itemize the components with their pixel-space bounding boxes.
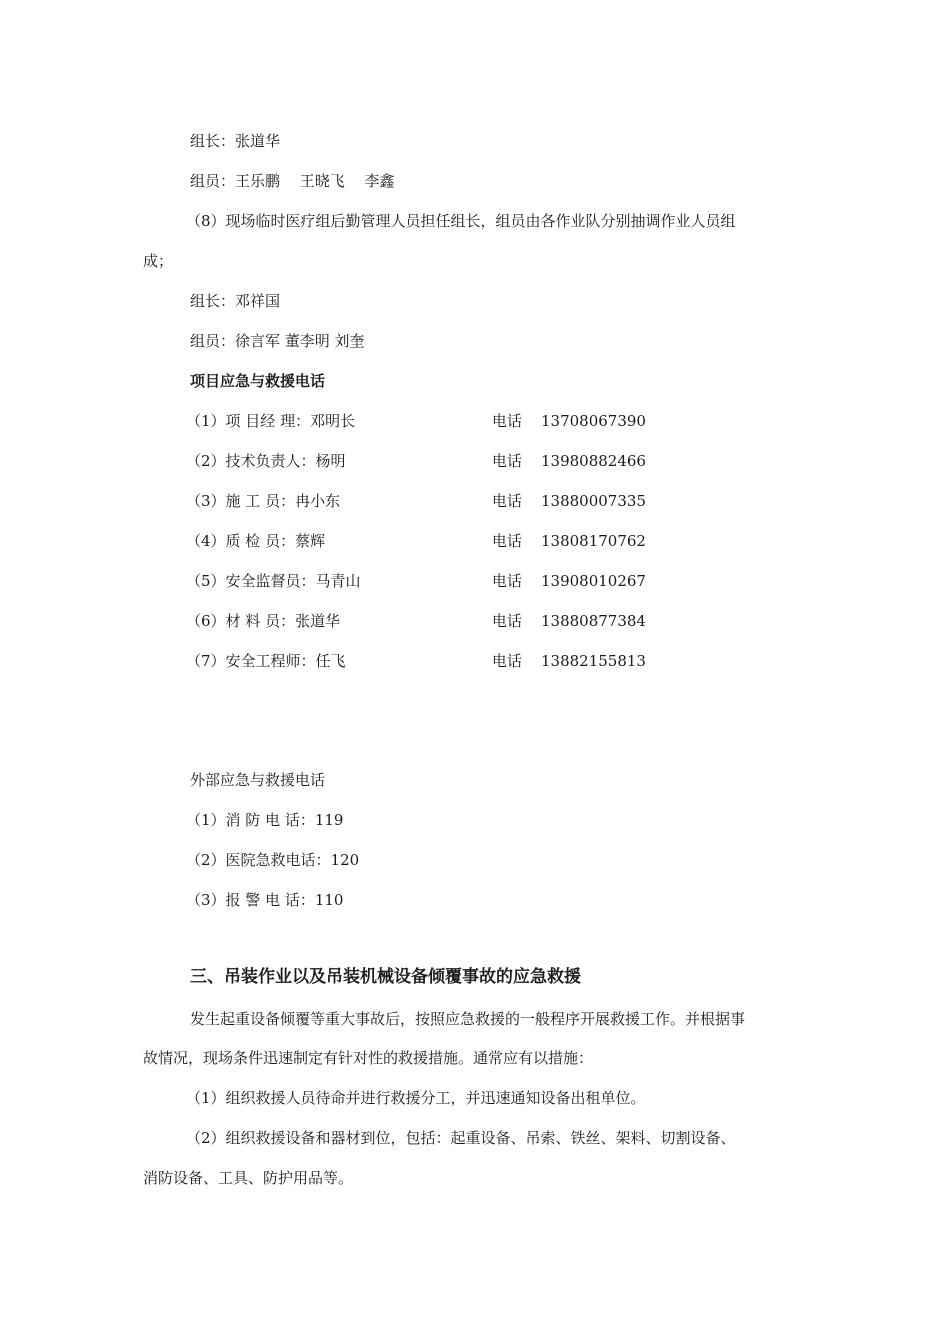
- contact-role: （5）安全监督员：马青山: [186, 572, 361, 590]
- phone-number: 13880007335: [541, 492, 646, 510]
- external-contact-fire: （1）消 防 电 话：119: [186, 811, 344, 829]
- group8-members: 组员：徐言军 董李明 刘奎: [190, 332, 365, 350]
- section3-item-1: （1）组织救援人员待命并进行救援分工，并迅速通知设备出租单位。: [186, 1089, 646, 1107]
- project-contacts-title: 项目应急与救援电话: [190, 372, 326, 390]
- contact-role: （3）施 工 员：冉小东: [186, 492, 341, 510]
- group8-description-cont: 成；: [143, 252, 174, 270]
- phone-label: 电话: [492, 572, 523, 590]
- phone-label: 电话: [492, 652, 523, 670]
- contact-role: （7）安全工程师：任飞: [186, 652, 346, 670]
- phone-number: 13908010267: [541, 572, 646, 590]
- phone-label: 电话: [492, 532, 523, 550]
- group7-leader: 组长：张道华: [190, 132, 281, 150]
- phone-number: 13882155813: [541, 652, 646, 670]
- external-contact-hospital: （2）医院急救电话：120: [186, 851, 360, 869]
- contact-role: （4）质 检 员：蔡辉: [186, 532, 326, 550]
- external-contact-police: （3）报 警 电 话：110: [186, 891, 344, 909]
- section3-paragraph: 发生起重设备倾覆等重大事故后，按照应急救援的一般程序开展救援工作。并根据事: [190, 1010, 746, 1028]
- phone-number: 13808170762: [541, 532, 646, 550]
- group8-leader: 组长：邓祥国: [190, 292, 281, 310]
- external-contacts-title: 外部应急与救援电话: [190, 771, 326, 789]
- group8-description: （8）现场临时医疗组后勤管理人员担任组长，组员由各作业队分别抽调作业人员组: [186, 212, 736, 230]
- phone-label: 电话: [492, 612, 523, 630]
- phone-label: 电话: [492, 452, 523, 470]
- section3-item-2-cont: 消防设备、工具、防护用品等。: [143, 1169, 354, 1187]
- section3-item-2: （2）组织救援设备和器材到位，包括：起重设备、吊索、铁丝、架料、切割设备、: [186, 1129, 736, 1147]
- phone-number: 13708067390: [541, 412, 646, 430]
- group7-members: 组员：王乐鹏 王晓飞 李鑫: [190, 172, 395, 190]
- contact-role: （1）项 目经 理：邓明长: [186, 412, 356, 430]
- contact-role: （6）材 料 员：张道华: [186, 612, 341, 630]
- section3-paragraph-cont: 故情况，现场条件迅速制定有针对性的救援措施。通常应有以措施：: [143, 1049, 594, 1067]
- section3-heading: 三、吊装作业以及吊装机械设备倾覆事故的应急救援: [190, 967, 581, 987]
- phone-number: 13880877384: [541, 612, 646, 630]
- phone-label: 电话: [492, 492, 523, 510]
- phone-number: 13980882466: [541, 452, 646, 470]
- contact-role: （2）技术负责人：杨明: [186, 452, 346, 470]
- phone-label: 电话: [492, 412, 523, 430]
